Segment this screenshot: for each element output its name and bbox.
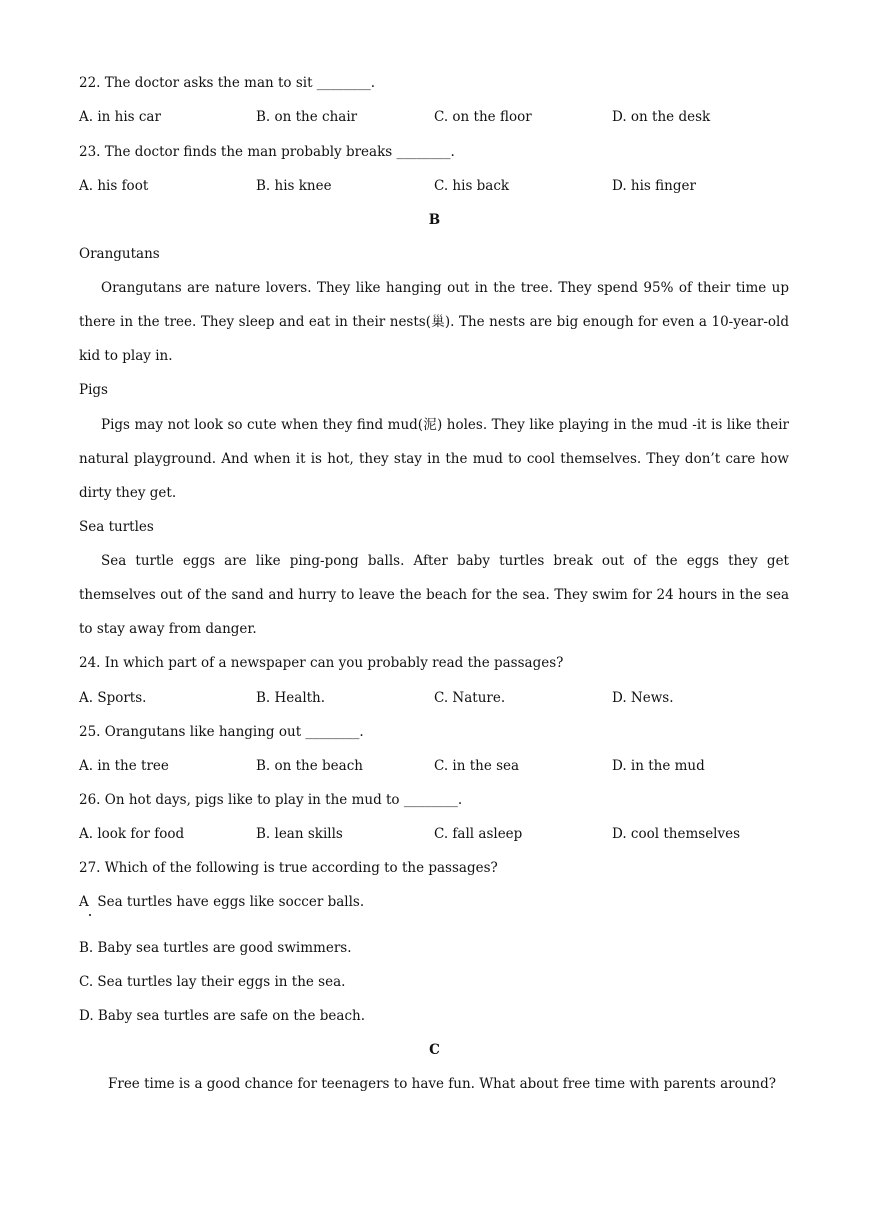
q25-option-b: B. on the beach	[256, 758, 363, 774]
question-26-stem: 26. On hot days, pigs like to play in the mud to ________.	[79, 792, 463, 808]
q24-option-b: B. Health.	[256, 690, 326, 706]
q25-option-d: D. in the mud	[612, 758, 705, 774]
q23-option-a: A. his foot	[79, 178, 149, 194]
q27-option-c: C. Sea turtles lay their eggs in the sea.	[79, 974, 346, 990]
q22-option-a: A. in his car	[79, 109, 161, 125]
q25-option-c: C. in the sea	[434, 758, 520, 774]
q27-option-b: B. Baby sea turtles are good swimmers.	[79, 940, 352, 956]
q23-option-c: C. his back	[434, 178, 510, 194]
q22-option-b: B. on the chair	[256, 109, 358, 125]
orangutans-heading: Orangutans	[79, 246, 160, 262]
question-27-stem: 27. Which of the following is true according to the passages?	[79, 860, 498, 876]
q26-option-b: B. lean skills	[256, 826, 343, 842]
section-c-intro: Free time is a good chance for teenagers to have fun. What about free time with parents around?	[108, 1076, 777, 1092]
q26-option-c: C. fall asleep	[434, 826, 523, 842]
q26-option-d: D. cool themselves	[612, 826, 741, 842]
section-c-title: C	[429, 1042, 440, 1058]
q27-option-d: D. Baby sea turtles are safe on the beach.	[79, 1008, 366, 1024]
q25-option-a: A. in the tree	[79, 758, 169, 774]
sea-turtles-paragraph: Sea turtle eggs are like ping-pong balls. After baby turtles break out of the eggs they get themselves out of the sand and hurry to leave the beach for the sea. They swim for 24 hours in the sea to stay away from danger.	[79, 553, 789, 637]
q23-option-b: B. his knee	[256, 178, 332, 194]
q22-option-d: D. on the desk	[612, 109, 711, 125]
stray-dot	[89, 914, 91, 916]
section-b-title: B	[428, 212, 441, 228]
pigs-heading: Pigs	[79, 382, 108, 398]
orangutans-paragraph: Orangutans are nature lovers. They like hanging out in the tree. They spend 95% of their time up there in the tree. They sleep and eat in their nests(巢). The nests are big enough for even a 10-year-old kid to play in.	[79, 280, 789, 364]
question-22-stem: 22. The doctor asks the man to sit ________.	[79, 75, 376, 91]
q22-option-c: C. on the floor	[434, 109, 532, 125]
sea-turtles-heading: Sea turtles	[79, 519, 154, 535]
q24-option-a: A. Sports.	[79, 690, 147, 706]
question-23-stem: 23. The doctor finds the man probably breaks ________.	[79, 144, 455, 160]
q27-option-a: A Sea turtles have eggs like soccer balls.	[79, 894, 365, 910]
question-24-stem: 24. In which part of a newspaper can you probably read the passages?	[79, 655, 564, 671]
q23-option-d: D. his finger	[612, 178, 696, 194]
question-25-stem: 25. Orangutans like hanging out ________.	[79, 724, 364, 740]
pigs-paragraph: Pigs may not look so cute when they find mud(泥) holes. They like playing in the mud -it is like their natural playground. And when it is hot, they stay in the mud to cool themselves. They don’t care how dirty they get.	[79, 417, 789, 501]
q26-option-a: A. look for food	[79, 826, 185, 842]
q24-option-d: D. News.	[612, 690, 674, 706]
q24-option-c: C. Nature.	[434, 690, 506, 706]
